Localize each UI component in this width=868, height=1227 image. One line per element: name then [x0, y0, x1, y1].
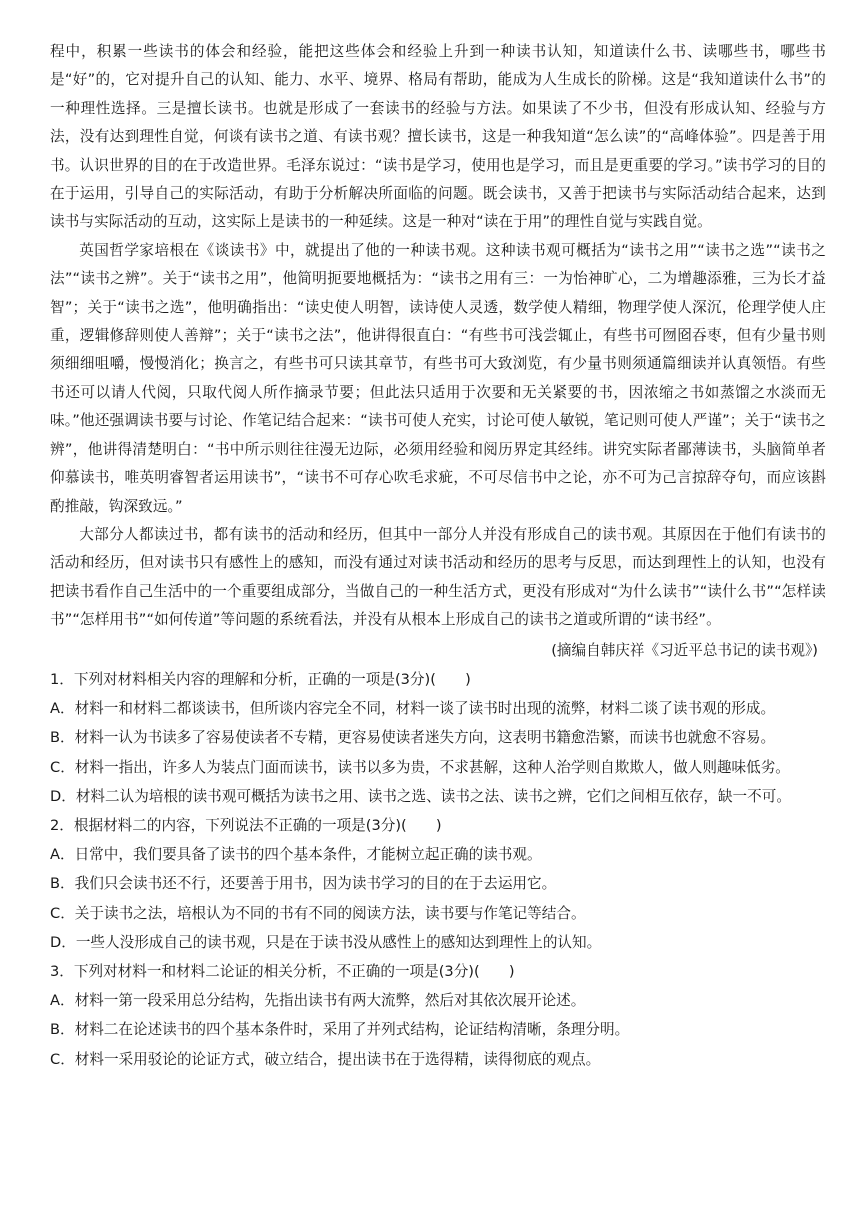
option-b: B．材料二在论述读书的四个基本条件时，采用了并列式结构，论证结构清晰，条理分明。 [50, 1021, 630, 1039]
question-block-2 [50, 811, 826, 957]
question-stem: 1．下列对材料相关内容的理解和分析，正确的一项是(3分)( ) [50, 670, 471, 688]
question-block-1 [50, 665, 826, 811]
exam-page [50, 38, 826, 1074]
option-a: A．材料一第一段采用总分结构，先指出读书有两大流弊，然后对其依次展开论述。 [50, 992, 586, 1010]
passage-paragraph-3: 大部分人都读过书，都有读书的活动和经历，但其中一部分人并没有形成自己的读书观。其原因在于他们有读书的活动和经历，但对读书只有感性上的感知，而没有通过对读书活动和经历的思考与反思，而达到理性上的认知，也没有把读书看作自己生活中的一个重要组成部分，当做自己的一种生活方式，更没有形成对“为什么读书”“读什么书”“怎样读书”“怎样用书”“如何传道”等问题的系统看法，并没有从根本上形成自己的读书之道或所谓的“读书经”。 [50, 525, 826, 629]
option-a: A．材料一和材料二都谈读书，但所谈内容完全不同，材料一谈了读书时出现的流弊，材料二谈了读书观的形成。 [50, 700, 776, 718]
option-a: A．日常中，我们要具备了读书的四个基本条件，才能树立起正确的读书观。 [50, 846, 542, 864]
source-citation: (摘编自韩庆祥《习近平总书记的读书观》) [551, 641, 818, 659]
option-b: B．我们只会读书还不行，还要善于用书，因为读书学习的目的在于去运用它。 [50, 875, 557, 893]
option-c: C．材料一采用驳论的论证方式，破立结合，提出读书在于选得精，读得彻底的观点。 [50, 1050, 601, 1068]
passage-paragraph-1: 程中，积累一些读书的体会和经验，能把这些体会和经验上升到一种读书认知，知道读什么书、读哪些书，哪些书是“好”的，它对提升自己的认知、能力、水平、境界、格局有帮助，能成为人生成长的阶梯。这是“我知道读什么书”的一种理性选择。三是擅长读书。也就是形成了一套读书的经验与方法。如果读了不少书，但没有形成认知、经验与方法，没有达到理性自觉，何谈有读书之道、有读书观？擅长读书，这是一种我知道“怎么读”的“高峰体验”。四是善于用书。认识世界的目的在于改造世界。毛泽东说过：“读书是学习，使用也是学习，而且是更重要的学习。”读书学习的目的在于运用，引导自己的实际活动，有助于分析解决所面临的问题。既会读书，又善于把读书与实际活动结合起来，达到读书与实际活动的互动，这实际上是读书的一种延续。这是一种对“读在于用”的理性自觉与实践自觉。 [50, 43, 826, 231]
option-d: D．材料二认为培根的读书观可概括为读书之用、读书之选、读书之法、读书之辨，它们之间相互依存，缺一不可。 [50, 787, 791, 805]
option-c: C．材料一指出，许多人为装点门面而读书，读书以多为贵，不求甚解，这种人治学则自欺欺人，做人则趣味低劣。 [50, 758, 790, 776]
question-stem: 2．根据材料二的内容，下列说法不正确的一项是(3分)( ) [50, 816, 442, 834]
question-stem: 3．下列对材料一和材料二论证的相关分析，不正确的一项是(3分)( ) [50, 962, 515, 980]
option-d: D．一些人没形成自己的读书观，只是在于读书没从感性上的感知达到理性上的认知。 [50, 933, 602, 951]
passage-paragraph-2: 英国哲学家培根在《谈读书》中，就提出了他的一种读书观。这种读书观可概括为“读书之用”“读书之选”“读书之法”“读书之辨”。关于“读书之用”，他简明扼要地概括为：“读书之用有三：一为怡神旷心，二为增趣添雅，三为长才益智”；关于“读书之选”，他明确指出：“读史使人明智，读诗使人灵透，数学使人精细，物理学使人深沉，伦理学使人庄重，逻辑修辞则使人善辩”；关于“读书之法”，他讲得很直白：“有些书可浅尝辄止，有些书可囫囵吞枣，但有少量书则须细细咀嚼，慢慢消化；换言之，有些书可只读其章节，有些书可大致浏览，有少量书则须通篇细读并认真领悟。有些书还可以请人代阅，只取代阅人所作摘录节要；但此法只适用于次要和无关紧要的书，因浓缩之书如蒸馏之水淡而无味。”他还强调读书要与讨论、作笔记结合起来：“读书可使人充实，讨论可使人敏锐，笔记则可使人严谨”；关于“读书之辨”，他讲得清楚明白：“书中所示则往往漫无边际，必须用经验和阅历界定其经纬。讲究实际者鄙薄读书，头脑简单者仰慕读书，唯英明睿智者运用读书”，“读书不可存心吹毛求疵，不可尽信书中之论，亦不可为己言掠辞夺句，而应该斟酌推敲，钩深致远。” [50, 241, 826, 515]
option-c: C．关于读书之法，培根认为不同的书有不同的阅读方法，读书要与作笔记等结合。 [50, 904, 586, 922]
question-block-3 [50, 957, 826, 1074]
option-b: B．材料一认为书读多了容易使读者不专精，更容易使读者迷失方向，这表明书籍愈浩繁，而读书也就愈不容易。 [50, 729, 776, 747]
